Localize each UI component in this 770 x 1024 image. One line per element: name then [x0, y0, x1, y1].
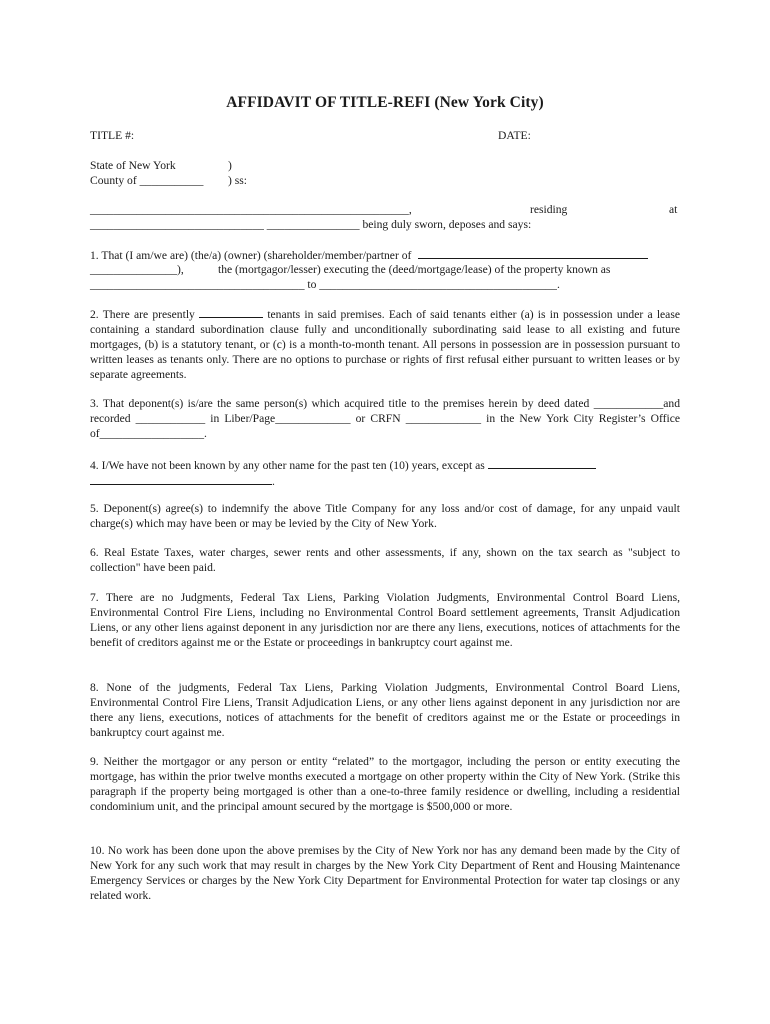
paragraph-1-blank — [418, 247, 648, 259]
paragraph-4-text: 4. I/We have not been known by any other name for the past ten (10) years, except as — [90, 459, 485, 472]
title-number-label: TITLE #: — [90, 129, 135, 142]
venue-state-paren: ) — [228, 159, 232, 172]
venue-county: County of ___________ — [90, 174, 204, 187]
paragraph-1-line-2b: the (mortgagor/lesser) executing the (deed/mortgage/lease) of the property known as — [218, 263, 611, 276]
deponent-name-blank: _______________________________________________________, — [90, 203, 412, 216]
deponent-line-2: ______________________________ ________________ being duly sworn, deposes and says: — [90, 218, 532, 231]
paragraph-2-blank — [199, 306, 263, 318]
paragraph-3: 3. That deponent(s) is/are the same person(s) which acquired title to the premises herein by deed dated ____________and recorded ____________ in Liber/Page_____________ or CRFN _____________ in the New York City Register’s Office of__________________. — [90, 397, 680, 440]
paragraph-7: 7. There are no Judgments, Federal Tax Liens, Parking Violation Judgments, Environmental Control Board Liens, Environmental Control Fire Liens, including no Environmental Control Board settlement agreements, Transit Adjudication Liens, or any other liens against deponent in any jurisdiction nor are there any liens, executions, notices of attachments for the benefit of creditors against me or the Estate or proceedings in bankruptcy court against me. — [90, 591, 680, 649]
paragraph-4-blank-1 — [488, 457, 596, 469]
venue-state: State of New York — [90, 159, 176, 172]
paragraph-1-line-3: _____________________________________ to _________________________________________. — [90, 278, 560, 291]
paragraph-8: 8. None of the judgments, Federal Tax Liens, Parking Violation Judgments, Environmental Control Board Liens, Environmental Control Fire Liens, Transit Adjudication Liens, or any other liens against deponent in any jurisdiction nor are there any liens, executions, notices of attachments for the benefit of creditors against me or the Estate or proceedings in bankruptcy court against me. — [90, 681, 680, 739]
date-label: DATE: — [498, 129, 531, 142]
paragraph-1-text: 1. That (I am/we are) (the/a) (owner) (shareholder/member/partner of — [90, 249, 412, 262]
document-title: AFFIDAVIT OF TITLE-REFI (New York City) — [226, 94, 544, 111]
paragraph-2-lead: 2. There are presently — [90, 308, 195, 321]
venue-county-paren: ) ss: — [228, 174, 248, 187]
paragraph-4 — [90, 457, 680, 489]
paragraph-10: 10. No work has been done upon the above premises by the City of New York nor has any demand been made by the City of New York for any such work that may result in charges by the New York City Department of Rent and Housing Maintenance Emergency Services or charges by the New York City Department for Environmental Protection for water tap closings or any related work. — [90, 844, 680, 902]
paragraph-4-end: . — [272, 475, 275, 488]
paragraph-6: 6. Real Estate Taxes, water charges, sewer rents and other assessments, if any, shown on the tax search as "subject to collection" have been paid. — [90, 546, 680, 574]
paragraph-2-rest: tenants in said premises. Each of said tenants either (a) is in possession under a lease containing a standard subordination clause fully and unconditionally subordinating said lease to all existing and future mortgages, (b) is a statutory tenant, or (c) is a month-to-month tenant. All persons in possession are in possession pursuant to written leases as tenants only. There are no options to purchase or rights of first refusal either pursuant to written leases or by separate agreements. — [90, 308, 680, 381]
paragraph-9: 9. Neither the mortgagor or any person or entity “related” to the mortgagor, including the person or entity executing the mortgage, has within the prior twelve months executed a mortgage on other property within the City of New York. (Strike this paragraph if the property being mortgaged is other than a one-to-three family residence or dwelling, including a residential condominium unit, and the principal amount secured by the mortgage is $500,000 or more. — [90, 755, 680, 813]
paragraph-1-line-2a: _______________), — [90, 263, 184, 276]
paragraph-1-line-1 — [90, 247, 648, 263]
paragraph-2 — [90, 306, 680, 382]
at-label: at — [669, 203, 678, 216]
paragraph-4-blank-2 — [90, 473, 272, 485]
affidavit-page — [90, 0, 680, 1024]
residing-label: residing — [530, 203, 568, 216]
paragraph-5: 5. Deponent(s) agree(s) to indemnify the above Title Company for any loss and/or cost of damage, for any unpaid vault charge(s) which may have been or may be levied by the City of New York. — [90, 502, 680, 530]
